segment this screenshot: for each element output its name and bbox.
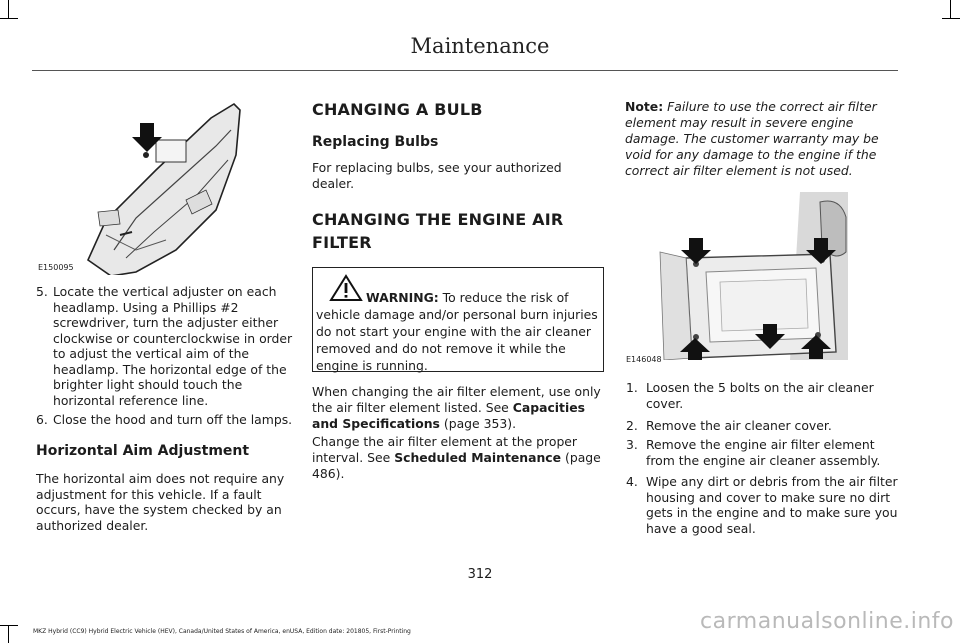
- figure-id-e150095: E150095: [38, 263, 74, 272]
- warning-text: [316, 289, 604, 374]
- header-rule: [32, 70, 898, 71]
- section-heading-changing-bulb: CHANGING A BULB: [312, 100, 483, 119]
- step-number: 3.: [626, 437, 638, 452]
- step-number: 4.: [626, 474, 638, 489]
- crop-mark: [8, 0, 9, 18]
- page-title: Maintenance: [410, 34, 550, 58]
- step-text: Locate the vertical adjuster on each headlamp. Using a Phillips #2 screwdriver, turn the adjuster either clockwise or counterclockwise in order to adjust the vertical aim of the headlamp. The horizontal edge of the brighter light should touch the horizontal reference line.: [53, 284, 293, 408]
- page-reference: (page 353).: [443, 416, 517, 431]
- crop-mark: [950, 0, 951, 18]
- air-filter-figure: [650, 192, 848, 360]
- horizontal-aim-paragraph: The horizontal aim does not require any adjustment for this vehicle. If a fault occurs, have the system checked by an authorized dealer.: [36, 471, 285, 533]
- warning-body: To reduce the risk of vehicle damage and/or personal burn injuries do not start your engine with the air cleaner removed and do not remove it while the engine is running.: [316, 290, 598, 373]
- replacing-bulbs-paragraph: For replacing bulbs, see your authorized dealer.: [312, 160, 562, 191]
- step-text: Wipe any dirt or debris from the air filter housing and cover to make sure no dirt gets in the engine and to make sure you have a good seal.: [646, 474, 898, 536]
- paragraph-text: Change the air filter element at the proper interval. See: [312, 434, 578, 465]
- paragraph-text: When changing the air filter element, use only the air filter element listed. See: [312, 384, 601, 415]
- section-heading-air-filter-line2: FILTER: [312, 233, 372, 252]
- step-number: 6.: [36, 412, 48, 427]
- step-number: 2.: [626, 418, 638, 433]
- air-cleaner-illustration: [650, 192, 848, 360]
- section-heading-horizontal-aim: Horizontal Aim Adjustment: [36, 443, 250, 459]
- crop-mark: [942, 18, 960, 19]
- watermark: carmanualsonline.info: [700, 609, 954, 634]
- link-capacities-specifications[interactable]: Capacities and Specifications: [312, 400, 585, 431]
- crop-mark: [8, 625, 9, 643]
- step-text: Remove the air cleaner cover.: [646, 418, 832, 433]
- subheading-replacing-bulbs: Replacing Bulbs: [312, 134, 439, 150]
- note-text: Failure to use the correct air filter element may result in severe engine damage. The customer warranty may be void for any damage to the engine if the correct air filter element is not used.: [625, 99, 879, 178]
- crop-mark: [0, 18, 18, 19]
- section-heading-air-filter-line1: CHANGING THE ENGINE AIR: [312, 210, 564, 229]
- page-reference: (page 486).: [312, 450, 601, 481]
- step-number: 5.: [36, 284, 48, 299]
- air-filter-paragraph-1: [312, 384, 604, 432]
- warning-label: WARNING:: [366, 290, 439, 305]
- crop-mark: [0, 625, 18, 626]
- air-filter-paragraph-2: [312, 434, 604, 482]
- link-scheduled-maintenance[interactable]: Scheduled Maintenance: [394, 450, 562, 465]
- step-text: Remove the engine air filter element from the engine air cleaner assembly.: [646, 437, 881, 468]
- note-label: Note:: [625, 99, 664, 114]
- figure-id-e146048: E146048: [626, 355, 662, 364]
- edition-footer: MKZ Hybrid (CC9) Hybrid Electric Vehicle (HEV), Canada/United States of America, enUSA, Edition date: 201805, First-Printing: [33, 628, 411, 635]
- note-paragraph: [625, 99, 895, 179]
- step-text: Loosen the 5 bolts on the air cleaner cover.: [646, 380, 874, 411]
- headlamp-illustration: [36, 100, 258, 275]
- headlamp-figure: [36, 100, 258, 275]
- step-number: 1.: [626, 380, 638, 395]
- page-number: 312: [467, 567, 493, 582]
- step-text: Close the hood and turn off the lamps.: [53, 412, 293, 427]
